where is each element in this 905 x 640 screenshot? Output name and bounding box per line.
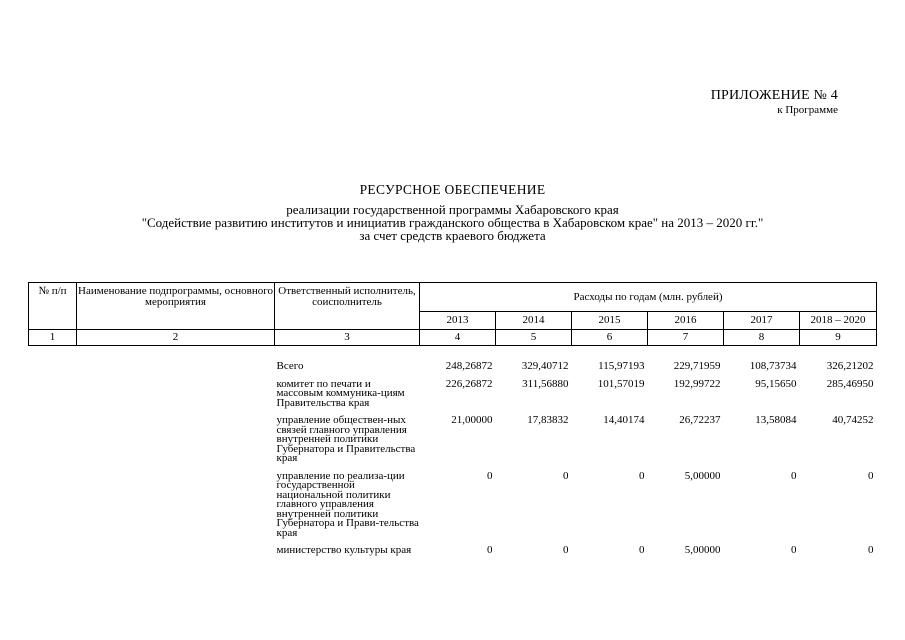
header-year: 2017 — [724, 312, 800, 330]
row-value: 14,40174 — [603, 414, 645, 426]
row-value: 0 — [563, 544, 569, 556]
table-row — [29, 546, 877, 564]
column-number: 2 — [77, 330, 275, 346]
document-title: РЕСУРСНОЕ ОБЕСПЕЧЕНИЕ — [359, 182, 546, 197]
row-value: 21,00000 — [451, 414, 493, 426]
table-row — [29, 380, 877, 417]
row-value: 5,00000 — [684, 544, 721, 556]
cell-empty — [29, 546, 77, 564]
column-number: 7 — [648, 330, 724, 346]
table-row — [29, 416, 877, 472]
cell-empty — [77, 416, 275, 472]
row-value: 40,74252 — [832, 414, 874, 426]
column-number: 3 — [275, 330, 420, 346]
header-executor: Ответственный исполнитель, соисполнитель — [275, 283, 420, 330]
header-expenses: Расходы по годам (млн. рублей) — [420, 283, 877, 312]
row-value: 0 — [563, 469, 569, 482]
column-number: 8 — [724, 330, 800, 346]
table-row — [29, 472, 877, 547]
cell-empty — [77, 362, 275, 380]
row-value: 13,58084 — [755, 414, 797, 426]
header-year: 2014 — [496, 312, 572, 330]
row-executor: управление обществен-ных связей главного управления внутренней политики Губернатора и Правительства края — [276, 414, 416, 464]
row-value: 0 — [868, 469, 874, 482]
column-number: 5 — [496, 330, 572, 346]
row-value: 5,00000 — [684, 469, 721, 482]
column-number: 9 — [800, 330, 877, 346]
appendix-subtitle: к Программе — [777, 104, 838, 116]
appendix-block — [711, 88, 838, 116]
row-value: 0 — [639, 544, 645, 556]
row-value: 226,26872 — [445, 377, 493, 390]
row-executor: Всего — [276, 360, 304, 372]
cell-empty — [77, 472, 275, 547]
row-value: 285,46950 — [826, 377, 874, 390]
row-executor: комитет по печати и массовым коммуника-циям Правительства края — [276, 377, 405, 409]
subtitle-line-1: реализации государственной программы Хабаровского края — [286, 202, 619, 217]
row-value: 229,71959 — [673, 360, 721, 372]
cell-empty — [29, 380, 77, 417]
cell-empty — [29, 362, 77, 380]
cell-empty — [77, 380, 275, 417]
resource-table — [28, 282, 877, 564]
row-value: 108,73734 — [749, 360, 797, 372]
row-value: 0 — [791, 544, 797, 556]
row-value: 329,40712 — [521, 360, 569, 372]
cell-empty — [29, 472, 77, 547]
document-heading — [0, 182, 905, 242]
row-value: 0 — [639, 469, 645, 482]
row-value: 26,72237 — [679, 414, 721, 426]
row-executor: министерство культуры края — [276, 544, 412, 556]
row-value: 115,97193 — [598, 360, 645, 372]
row-value: 192,99722 — [673, 377, 721, 390]
header-year: 2016 — [648, 312, 724, 330]
row-value: 0 — [791, 469, 797, 482]
header-number: № п/п — [29, 283, 77, 330]
row-value: 0 — [487, 469, 493, 482]
row-value: 95,15650 — [755, 377, 797, 390]
column-number: 4 — [420, 330, 496, 346]
subtitle-line-3: за счет средств краевого бюджета — [359, 228, 546, 243]
subtitle-line-2: "Содействие развитию институтов и инициатив гражданского общества в Хабаровском крае" на 2013 – 2020 гг." — [141, 215, 764, 230]
appendix-title: ПРИЛОЖЕНИЕ № 4 — [710, 88, 838, 103]
header-year: 2018 – 2020 — [800, 312, 877, 330]
row-value: 17,83832 — [527, 414, 569, 426]
table-row — [29, 362, 877, 380]
header-name: Наименование подпрограммы, основного мероприятия — [77, 283, 275, 330]
row-value: 311,56880 — [522, 377, 569, 390]
row-value: 248,26872 — [445, 360, 493, 372]
column-number: 1 — [29, 330, 77, 346]
row-value: 0 — [868, 544, 874, 556]
row-executor: управление по реализа-ции государственной национальной политики главного управления внутренней политики Губернатора и Прави-тельства края — [276, 469, 419, 539]
column-number: 6 — [572, 330, 648, 346]
row-value: 101,57019 — [597, 377, 645, 390]
document-subtitle — [0, 203, 905, 242]
row-value: 326,21202 — [826, 360, 874, 372]
row-value: 0 — [487, 544, 493, 556]
cell-empty — [77, 546, 275, 564]
cell-empty — [29, 416, 77, 472]
header-year: 2013 — [420, 312, 496, 330]
header-year: 2015 — [572, 312, 648, 330]
